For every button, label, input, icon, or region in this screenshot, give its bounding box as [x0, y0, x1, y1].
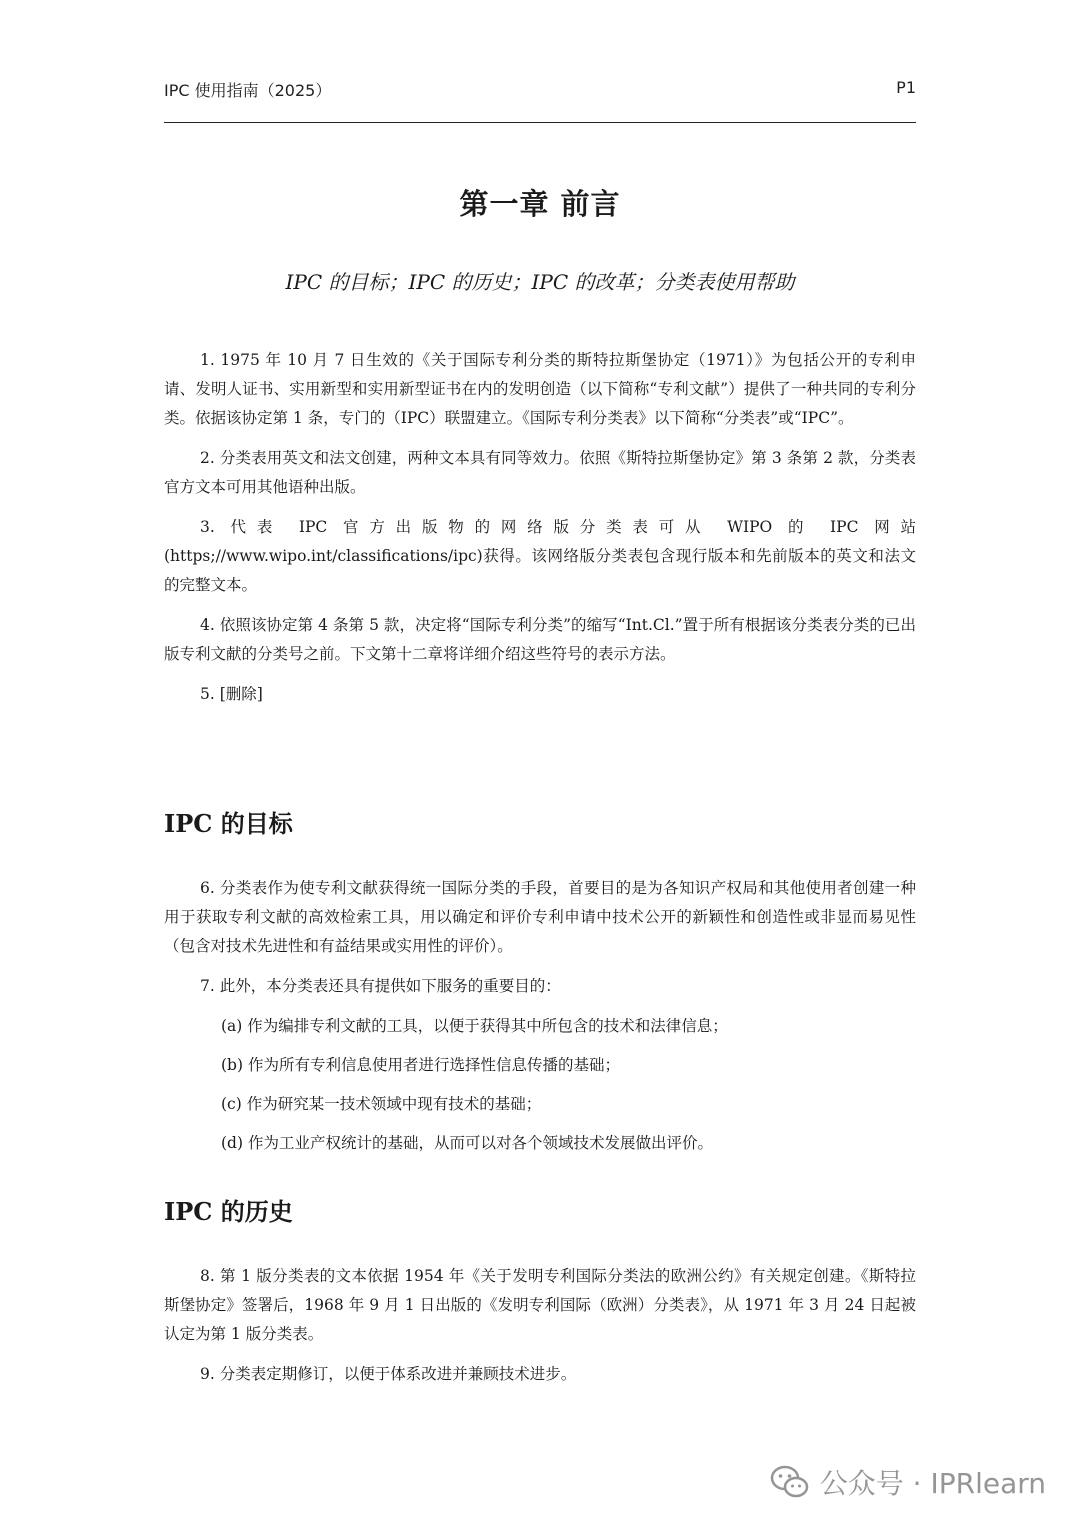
paragraph-4: 4. 依照该协定第 4 条第 5 款，决定将“国际专利分类”的缩写“Int.Cl.”置于所有根据该分类表分类的已出版专利文献的分类号之前。下文第十二章将详细介绍这些符号的表示方法。: [164, 616, 916, 663]
goals-section: [164, 874, 916, 1168]
list-item-b: (b) 作为所有专利信息使用者进行选择性信息传播的基础；: [221, 1056, 620, 1074]
document-title: IPC 使用指南（2025）: [164, 81, 332, 100]
page-header: [164, 78, 916, 104]
watermark-text: 公众号 · IPRlearn: [819, 1467, 1046, 1500]
page-number: P1: [896, 78, 916, 97]
paragraph-9: 9. 分类表定期修订，以便于体系改进并兼顾技术进步。: [200, 1365, 577, 1383]
paragraph-5: 5. [删除]: [200, 685, 263, 703]
watermark: [770, 1460, 1046, 1504]
list-item-c: (c) 作为研究某一技术领域中现有技术的基础；: [221, 1095, 542, 1113]
section-heading-history: IPC 的历史: [164, 1197, 293, 1226]
paragraph-7: 7. 此外，本分类表还具有提供如下服务的重要目的：: [200, 977, 561, 995]
list-item-d: (d) 作为工业产权统计的基础，从而可以对各个领域技术发展做出评价。: [221, 1134, 713, 1152]
paragraph-6: 6. 分类表作为使专利文献获得统一国际分类的手段，首要目的是为各知识产权局和其他使用者创建一种用于获取专利文献的高效检索工具，用以确定和评价专利申请中技术公开的新颖性和创造性或非显而易见性（包含对技术先进性和有益结果或实用性的评价）。: [164, 879, 916, 955]
chapter-title: 第一章 前言: [459, 187, 621, 221]
header-divider: [164, 122, 916, 123]
list-item-a: (a) 作为编排专利文献的工具，以便于获得其中所包含的技术和法律信息；: [221, 1017, 728, 1035]
paragraph-2: 2. 分类表用英文和法文创建，两种文本具有同等效力。依照《斯特拉斯堡协定》第 3 条第 2 款，分类表官方文本可用其他语种出版。: [164, 449, 916, 496]
paragraph-1: 1. 1975 年 10 月 7 日生效的《关于国际专利分类的斯特拉斯堡协定（1971）》为包括公开的专利申请、发明人证书、实用新型和实用新型证书在内的发明创造（以下简称“专利文献”）提供了一种共同的专利分类。依据该协定第 1 条，专门的（IPC）联盟建立。《国际专利分类表》以下简称“分类表”或“IPC”。: [164, 351, 916, 427]
wechat-icon: [770, 1464, 810, 1500]
paragraph-8: 8. 第 1 版分类表的文本依据 1954 年《关于发明专利国际分类法的欧洲公约》有关规定创建。《斯特拉斯堡协定》签署后，1968 年 9 月 1 日出版的《发明专利国际（欧洲）分类表》，从 1971 年 3 月 24 日起被认定为第 1 版分类表。: [164, 1267, 916, 1343]
section-heading-goals: IPC 的目标: [164, 809, 293, 838]
paragraph-3: 3. 代表 IPC 官方出版物的网络版分类表可从 WIPO 的 IPC 网站 (https;//www.wipo.int/classifications/ipc)获得。该网络版分类表包含现行版本和先前版本的英文和法文的完整文本。: [164, 518, 916, 594]
history-section: [164, 1262, 916, 1400]
chapter-subtitle: IPC 的目标；IPC 的历史；IPC 的改革；分类表使用帮助: [285, 270, 795, 294]
intro-section: [164, 346, 916, 720]
